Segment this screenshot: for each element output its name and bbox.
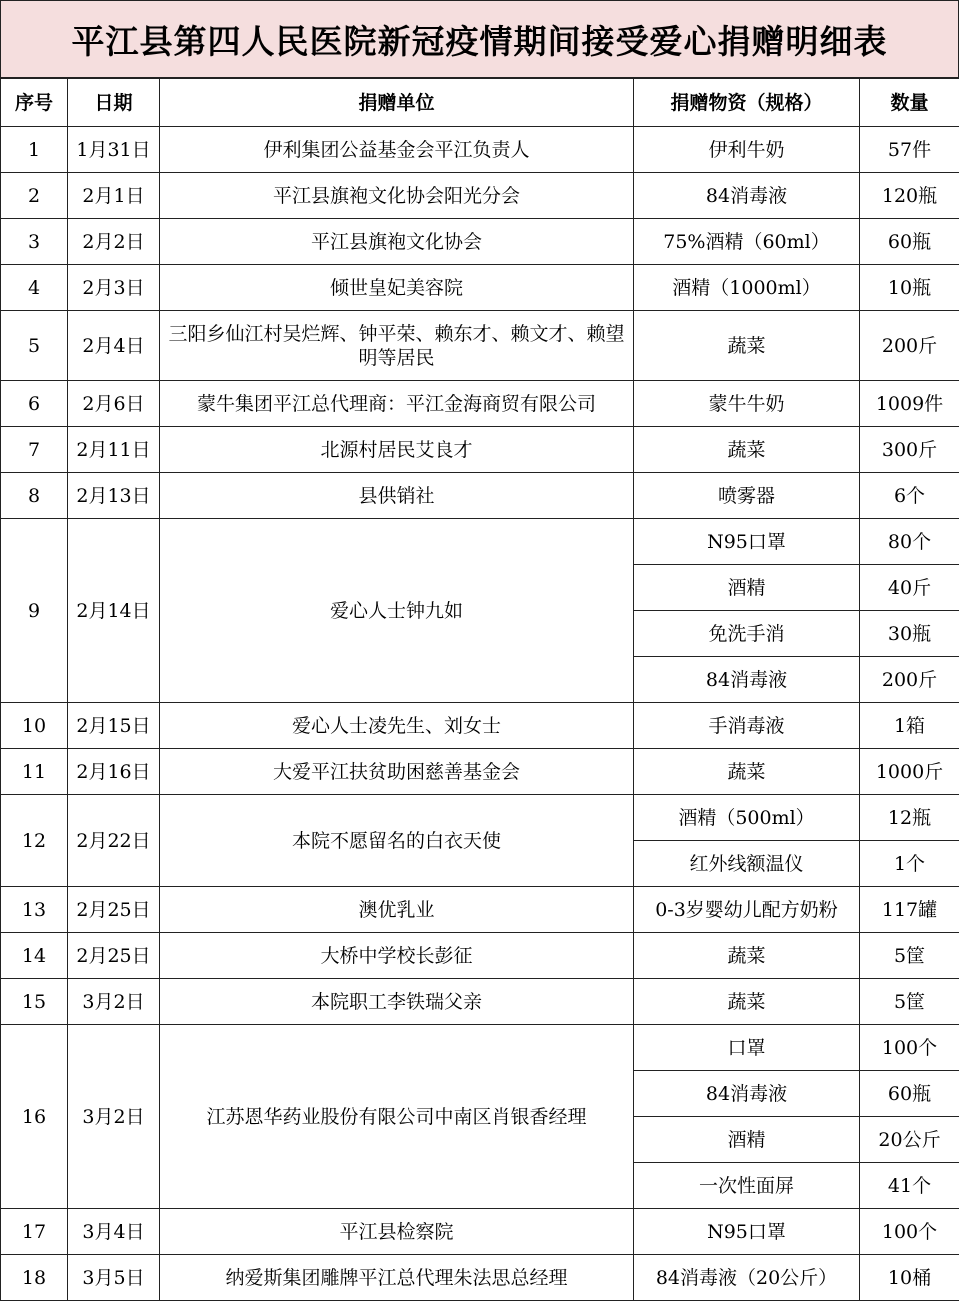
header-qty: 数量 (860, 79, 959, 127)
cell-date: 2月15日 (68, 703, 160, 749)
cell-date: 2月25日 (68, 887, 160, 933)
cell-item: 伊利牛奶 (634, 127, 860, 173)
cell-no: 5 (1, 311, 68, 381)
table-row (1, 795, 959, 841)
cell-donor: 平江县旗袍文化协会 (160, 219, 634, 265)
cell-qty: 10桶 (860, 1255, 959, 1301)
cell-no: 3 (1, 219, 68, 265)
cell-item: 免洗手消 (634, 611, 860, 657)
cell-donor: 平江县检察院 (160, 1209, 634, 1255)
cell-qty: 6个 (860, 473, 959, 519)
table-row (1, 703, 959, 749)
cell-item: 酒精 (634, 1117, 860, 1163)
cell-donor: 本院不愿留名的白衣天使 (160, 795, 634, 887)
cell-no: 13 (1, 887, 68, 933)
cell-qty: 1箱 (860, 703, 959, 749)
cell-donor: 伊利集团公益基金会平江负责人 (160, 127, 634, 173)
cell-qty: 200斤 (860, 657, 959, 703)
cell-donor: 爱心人士钟九如 (160, 519, 634, 703)
cell-item: 蔬菜 (634, 749, 860, 795)
cell-qty: 80个 (860, 519, 959, 565)
cell-donor: 三阳乡仙江村吴烂辉、钟平荣、赖东才、赖文才、赖望明等居民 (160, 311, 634, 381)
cell-item: 一次性面屏 (634, 1163, 860, 1209)
cell-no: 16 (1, 1025, 68, 1209)
cell-item: 喷雾器 (634, 473, 860, 519)
cell-date: 2月25日 (68, 933, 160, 979)
cell-qty: 100个 (860, 1209, 959, 1255)
cell-date: 3月4日 (68, 1209, 160, 1255)
table-row (1, 127, 959, 173)
cell-no: 7 (1, 427, 68, 473)
table-title: 平江县第四人民医院新冠疫情期间接受爱心捐赠明细表 (0, 0, 959, 78)
header-donor: 捐赠单位 (160, 79, 634, 127)
cell-no: 10 (1, 703, 68, 749)
cell-no: 8 (1, 473, 68, 519)
cell-item: 蒙牛牛奶 (634, 381, 860, 427)
cell-item: 酒精（500ml） (634, 795, 860, 841)
cell-donor: 县供销社 (160, 473, 634, 519)
cell-donor: 纳爱斯集团雕牌平江总代理朱法思总经理 (160, 1255, 634, 1301)
cell-item: 84消毒液 (634, 1071, 860, 1117)
table-row (1, 427, 959, 473)
table-row (1, 1255, 959, 1301)
cell-date: 3月5日 (68, 1255, 160, 1301)
cell-item: 84消毒液 (634, 657, 860, 703)
cell-no: 18 (1, 1255, 68, 1301)
table-row (1, 311, 959, 381)
cell-qty: 30瓶 (860, 611, 959, 657)
table-row (1, 887, 959, 933)
cell-date: 2月14日 (68, 519, 160, 703)
cell-no: 11 (1, 749, 68, 795)
cell-item: 蔬菜 (634, 427, 860, 473)
cell-date: 2月3日 (68, 265, 160, 311)
cell-qty: 41个 (860, 1163, 959, 1209)
cell-donor: 爱心人士凌先生、刘女士 (160, 703, 634, 749)
table-body (1, 127, 959, 1301)
cell-no: 1 (1, 127, 68, 173)
cell-qty: 1000斤 (860, 749, 959, 795)
cell-qty: 1个 (860, 841, 959, 887)
cell-item: 蔬菜 (634, 933, 860, 979)
cell-qty: 12瓶 (860, 795, 959, 841)
cell-qty: 300斤 (860, 427, 959, 473)
cell-item: 红外线额温仪 (634, 841, 860, 887)
cell-date: 2月2日 (68, 219, 160, 265)
cell-no: 4 (1, 265, 68, 311)
cell-date: 1月31日 (68, 127, 160, 173)
cell-no: 15 (1, 979, 68, 1025)
cell-date: 2月1日 (68, 173, 160, 219)
cell-item: 手消毒液 (634, 703, 860, 749)
cell-qty: 5筐 (860, 979, 959, 1025)
cell-donor: 倾世皇妃美容院 (160, 265, 634, 311)
cell-item: N95口罩 (634, 1209, 860, 1255)
cell-no: 6 (1, 381, 68, 427)
cell-qty: 1009件 (860, 381, 959, 427)
cell-no: 9 (1, 519, 68, 703)
cell-item: N95口罩 (634, 519, 860, 565)
table-row (1, 473, 959, 519)
cell-date: 3月2日 (68, 1025, 160, 1209)
cell-qty: 60瓶 (860, 1071, 959, 1117)
cell-donor: 江苏恩华药业股份有限公司中南区肖银香经理 (160, 1025, 634, 1209)
cell-no: 14 (1, 933, 68, 979)
table-row (1, 519, 959, 565)
cell-qty: 200斤 (860, 311, 959, 381)
cell-qty: 100个 (860, 1025, 959, 1071)
cell-qty: 117罐 (860, 887, 959, 933)
cell-date: 2月22日 (68, 795, 160, 887)
cell-item: 蔬菜 (634, 311, 860, 381)
table-row (1, 219, 959, 265)
cell-item: 酒精 (634, 565, 860, 611)
cell-no: 17 (1, 1209, 68, 1255)
cell-qty: 10瓶 (860, 265, 959, 311)
cell-date: 2月16日 (68, 749, 160, 795)
donation-table (0, 78, 959, 1301)
cell-no: 2 (1, 173, 68, 219)
cell-date: 2月6日 (68, 381, 160, 427)
table-row (1, 749, 959, 795)
cell-donor: 大桥中学校长彭征 (160, 933, 634, 979)
cell-qty: 60瓶 (860, 219, 959, 265)
cell-qty: 120瓶 (860, 173, 959, 219)
header-items: 捐赠物资（规格） (634, 79, 860, 127)
cell-item: 0-3岁婴幼儿配方奶粉 (634, 887, 860, 933)
cell-item: 口罩 (634, 1025, 860, 1071)
cell-item: 84消毒液（20公斤） (634, 1255, 860, 1301)
cell-donor: 大爱平江扶贫助困慈善基金会 (160, 749, 634, 795)
cell-qty: 57件 (860, 127, 959, 173)
table-row (1, 173, 959, 219)
header-row (1, 79, 959, 127)
cell-date: 2月11日 (68, 427, 160, 473)
header-date: 日期 (68, 79, 160, 127)
cell-item: 84消毒液 (634, 173, 860, 219)
table-row (1, 1025, 959, 1071)
cell-date: 3月2日 (68, 979, 160, 1025)
cell-donor: 蒙牛集团平江总代理商：平江金海商贸有限公司 (160, 381, 634, 427)
cell-item: 酒精（1000ml） (634, 265, 860, 311)
table-row (1, 1209, 959, 1255)
table-row (1, 265, 959, 311)
cell-donor: 本院职工李铁瑞父亲 (160, 979, 634, 1025)
cell-date: 2月13日 (68, 473, 160, 519)
cell-donor: 平江县旗袍文化协会阳光分会 (160, 173, 634, 219)
cell-donor: 澳优乳业 (160, 887, 634, 933)
table-row (1, 933, 959, 979)
cell-donor: 北源村居民艾良才 (160, 427, 634, 473)
header-no: 序号 (1, 79, 68, 127)
cell-qty: 5筐 (860, 933, 959, 979)
cell-date: 2月4日 (68, 311, 160, 381)
cell-qty: 40斤 (860, 565, 959, 611)
table-row (1, 381, 959, 427)
table-row (1, 979, 959, 1025)
cell-qty: 20公斤 (860, 1117, 959, 1163)
cell-no: 12 (1, 795, 68, 887)
cell-item: 蔬菜 (634, 979, 860, 1025)
cell-item: 75%酒精（60ml） (634, 219, 860, 265)
